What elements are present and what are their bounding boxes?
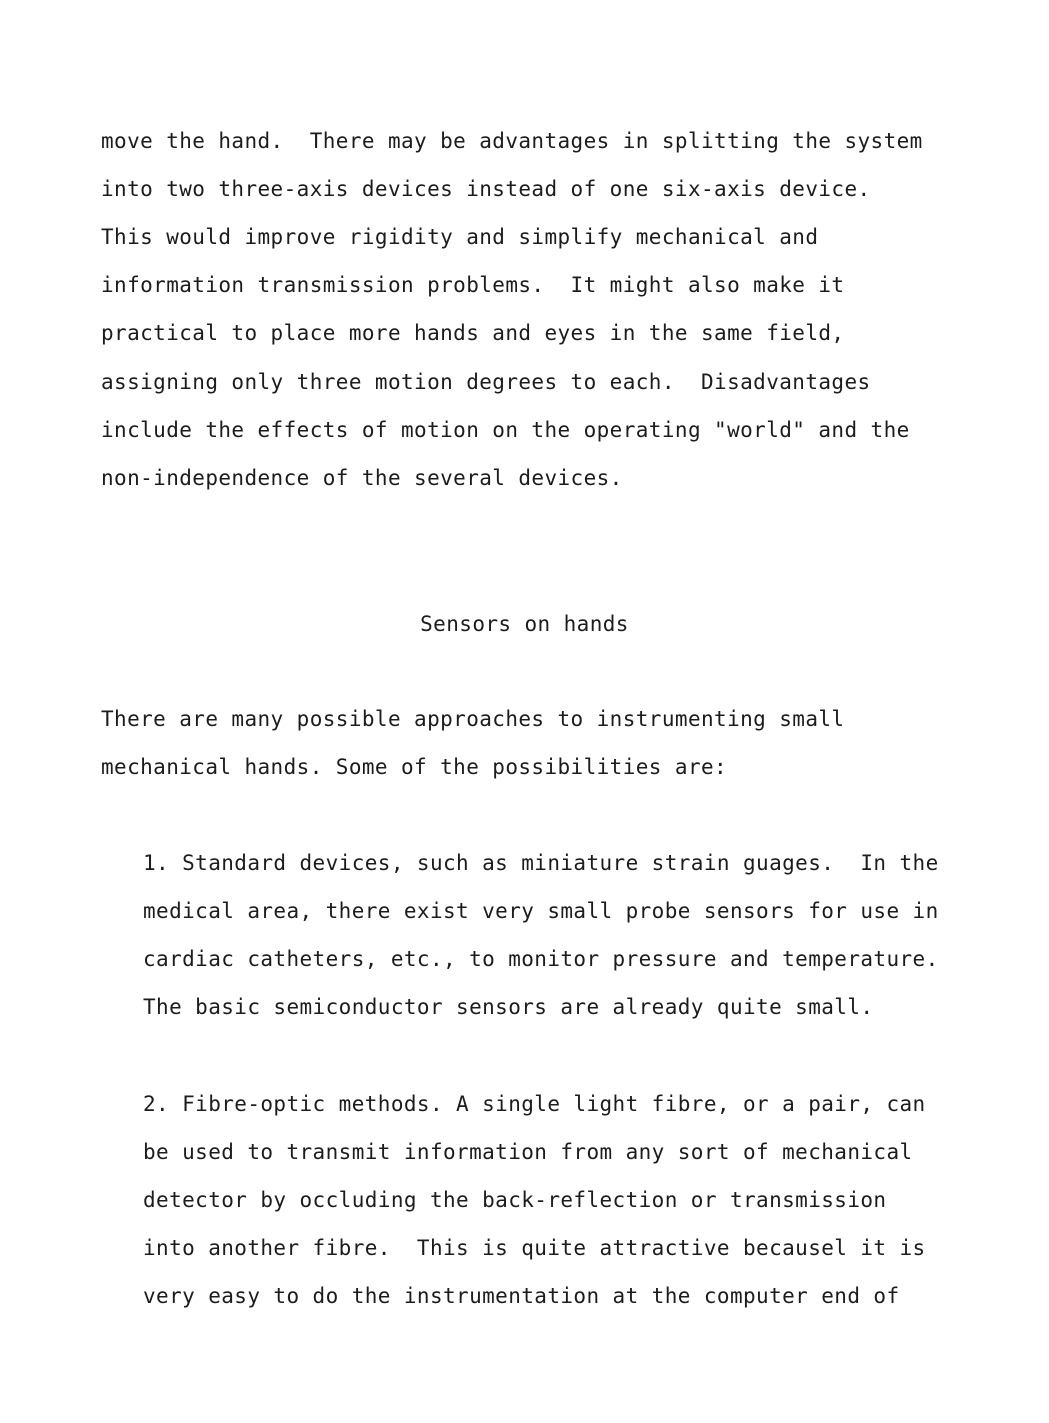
list-item-line: 1. Standard devices, such as miniature strain guages. In the: [143, 851, 939, 875]
paragraph-line: information transmission problems. It might also make it: [101, 273, 845, 297]
list-item-line: very easy to do the instrumentation at the computer end of: [143, 1284, 900, 1308]
section-heading: Sensors on hands: [420, 612, 629, 636]
list-item-line: be used to transmit information from any sort of mechanical: [143, 1140, 913, 1164]
list-item-line: The basic semiconductor sensors are already quite small.: [143, 995, 874, 1019]
list-item-line: detector by occluding the back-reflection or transmission: [143, 1188, 887, 1212]
paragraph-line: practical to place more hands and eyes in the same field,: [101, 321, 845, 345]
paragraph-line: include the effects of motion on the operating "world" and the: [101, 418, 910, 442]
paragraph-line: assigning only three motion degrees to each. Disadvantages: [101, 370, 871, 394]
list-item-line: medical area, there exist very small probe sensors for use in: [143, 899, 939, 923]
paragraph-line: mechanical hands. Some of the possibilities are:: [101, 755, 728, 779]
paragraph-line: non-independence of the several devices.: [101, 466, 623, 490]
paragraph-line: This would improve rigidity and simplify mechanical and: [101, 225, 819, 249]
paragraph-line: into two three-axis devices instead of one six-axis device.: [101, 177, 871, 201]
list-item-line: cardiac catheters, etc., to monitor pressure and temperature.: [143, 947, 939, 971]
list-item-line: 2. Fibre-optic methods. A single light fibre, or a pair, can: [143, 1092, 926, 1116]
paragraph-line: move the hand. There may be advantages in splitting the system: [101, 129, 923, 153]
list-item-line: into another fibre. This is quite attractive becausel it is: [143, 1236, 926, 1260]
paragraph-line: There are many possible approaches to instrumenting small: [101, 707, 845, 731]
